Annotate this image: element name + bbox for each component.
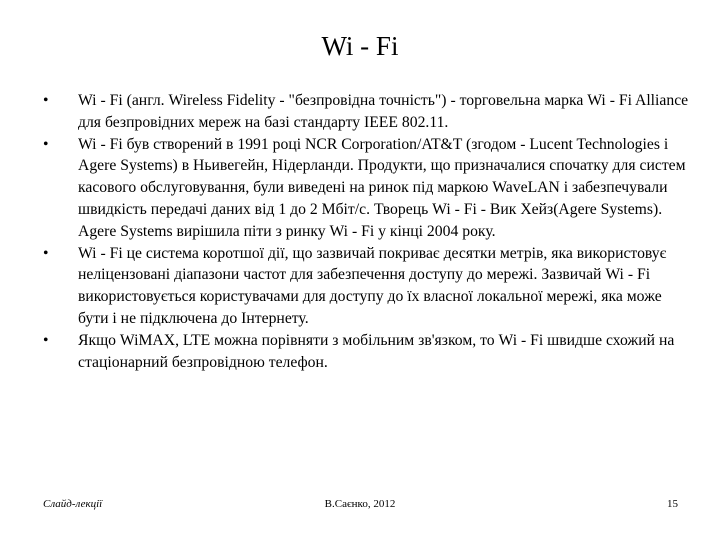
page-number: 15 (667, 498, 678, 510)
bullet-icon: • (43, 244, 49, 262)
bullet-text: Wi - Fi був створений в 1991 році NCR Corporation/AT&T (згодом - Lucent Technologies і Agere Systems) в Ньивегейн, Нідерланди. Продукти, що призначалися спочатку для систем касового обслуговування, були виведені на ринок під маркою WaveLAN і забезпечували швидкість передачі даних від 1 до 2 Мбіт/с. Творець Wi - Fi - Вик Хейз(Agere Systems). Agere Systems вирішила піти з ринку Wi - Fi у кінці 2004 року. (78, 135, 686, 240)
bullet-text: Якщо WiMAX, LTE можна порівняти з мобільним зв'язком, то Wi - Fi швидше схожий на стаціонарний безпровідною телефон. (78, 331, 675, 371)
bullet-icon: • (43, 331, 49, 349)
bullet-text: Wi - Fi це система коротшої дії, що зазвичай покриває десятки метрів, яка використовує неліцензовані діапазони частот для забезпечення доступу до мережі. Зазвичай Wi - Fi використовується користувачами для доступу до їх власної локальної мережі, яка може бути і не підключена до Інтернету. (78, 244, 667, 327)
bullet-icon: • (43, 92, 49, 109)
bullet-item (43, 90, 693, 134)
slide-title: Wi - Fi (321, 31, 399, 61)
footer-label: Слайд-лекції (43, 498, 103, 510)
bullet-item (43, 243, 693, 330)
bullet-list (43, 90, 693, 373)
bullet-item (43, 330, 693, 374)
bullet-icon: • (43, 135, 49, 153)
footer-author: В.Саєнко, 2012 (324, 498, 396, 510)
bullet-text: Wi - Fi (англ. Wireless Fidelity - "безпровідна точність") - торговельна марка Wi - Fi Alliance для безпровідних мереж на базі стандарту IEEE 802.11. (78, 92, 689, 131)
bullet-item (43, 134, 693, 243)
